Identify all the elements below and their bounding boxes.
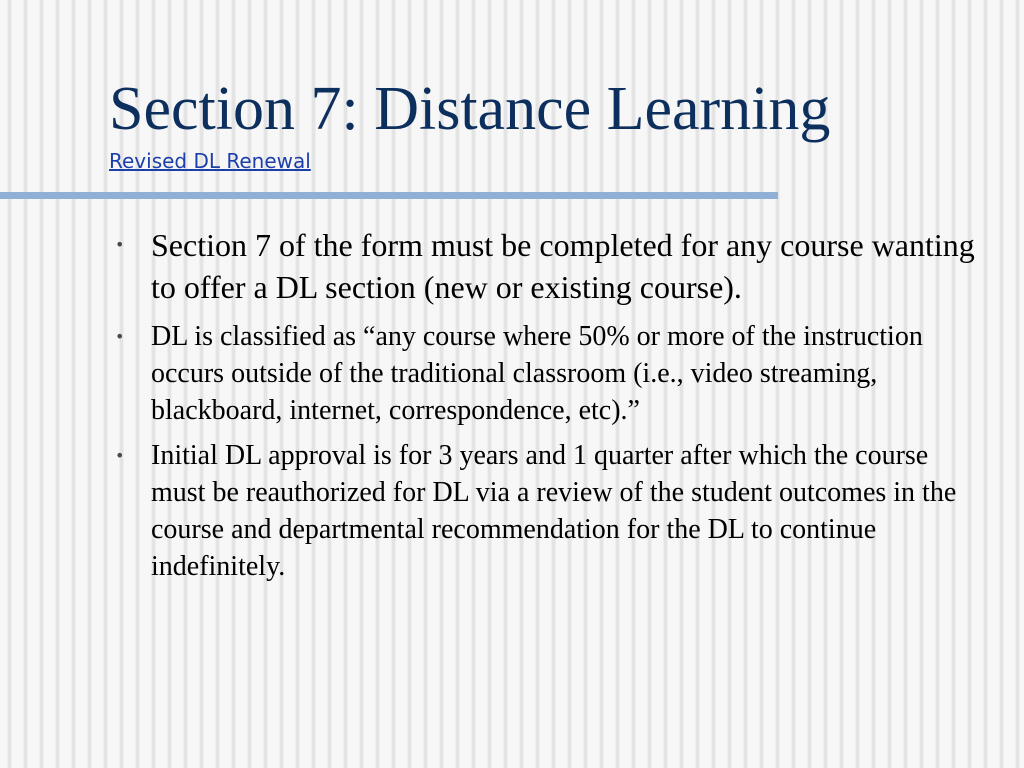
- bullet-text: DL is classified as “any course where 50% or more of the instruction occurs outside of the traditional classroom (i.e., video streaming, blackboard, internet, correspondence, etc).”: [151, 321, 923, 426]
- title-divider: [0, 192, 778, 199]
- bullet-item: [109, 437, 989, 585]
- slide-title: Section 7: Distance Learning: [109, 75, 831, 143]
- revised-dl-renewal-link[interactable]: Revised DL Renewal: [109, 149, 311, 173]
- bullet-text: Initial DL approval is for 3 years and 1 quarter after which the course must be reauthorized for DL via a review of the student outcomes in the course and departmental recommendation for the DL to continue indefinitely.: [151, 440, 957, 582]
- bullet-icon: •: [115, 235, 125, 254]
- bullet-item: [109, 318, 989, 429]
- bullet-list: [109, 224, 989, 593]
- bullet-icon: •: [115, 446, 125, 465]
- bullet-icon: •: [115, 327, 125, 346]
- bullet-text: Section 7 of the form must be completed for any course wanting to offer a DL section (new or existing course).: [151, 227, 975, 305]
- bullet-item: [109, 224, 989, 308]
